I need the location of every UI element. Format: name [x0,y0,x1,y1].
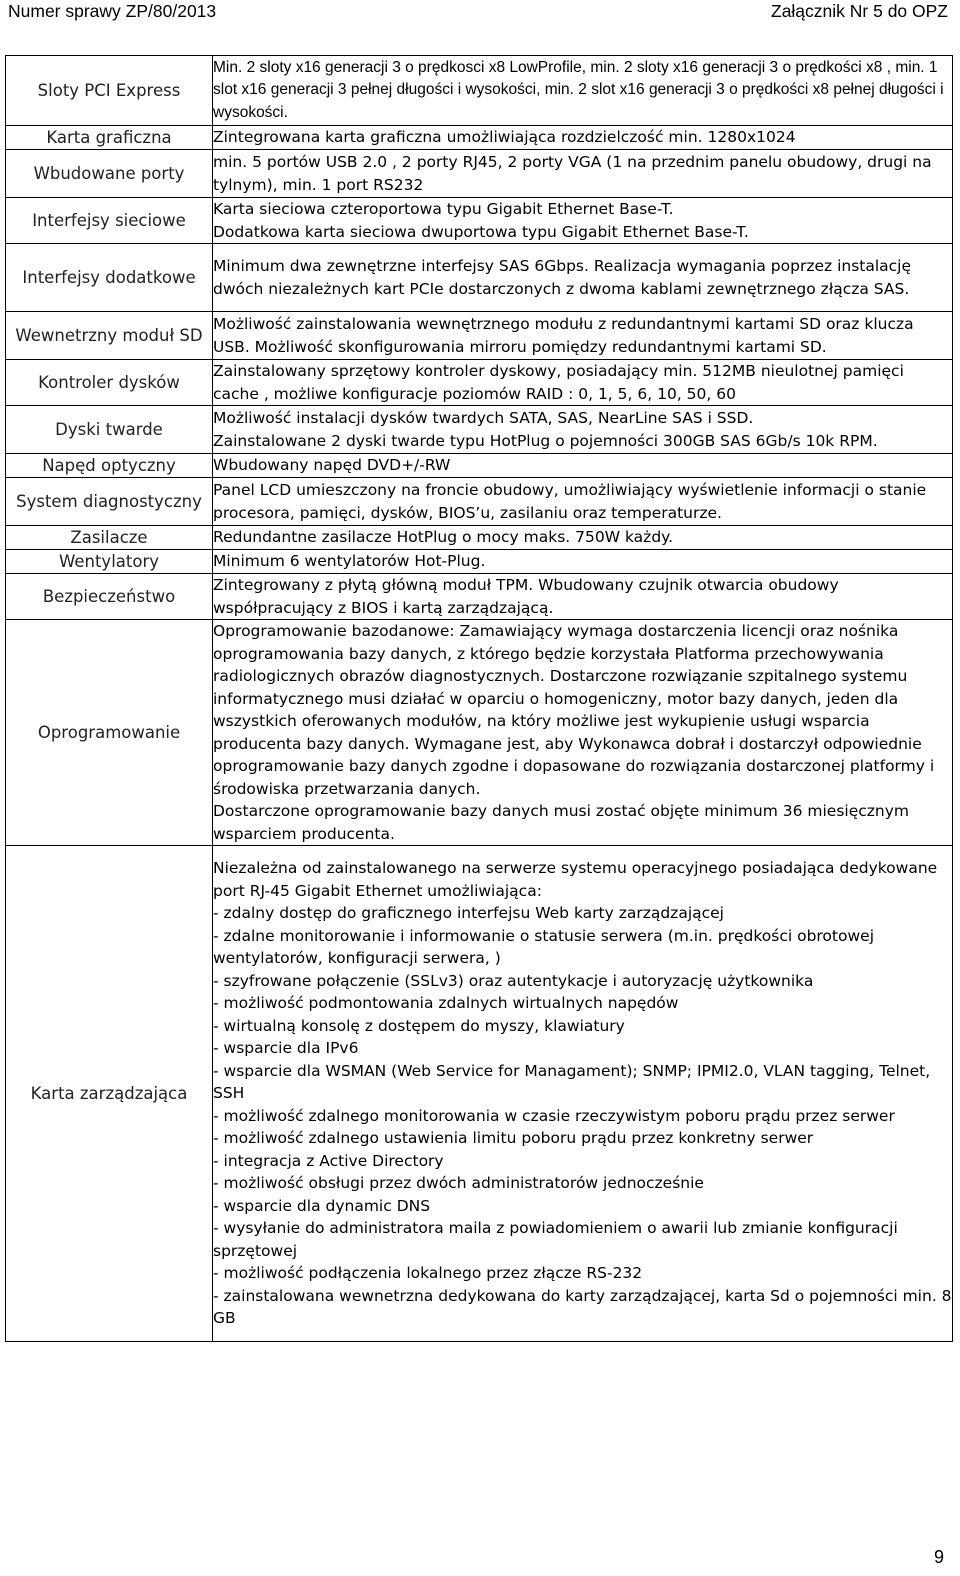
row-value: Zintegrowana karta graficzna umożliwiająca rozdzielczość min. 1280x1024 [213,126,953,150]
row-value: Możliwość instalacji dysków twardych SATA, SAS, NearLine SAS i SSD. Zainstalowane 2 dyski twarde typu HotPlug o pojemności 300GB SAS 6Gb/s 10k RPM. [213,406,953,454]
specification-table [5,55,953,1342]
table-row [6,56,953,126]
row-value: Redundantne zasilacze HotPlug o mocy maks. 750W każdy. [213,526,953,550]
row-value: Niezależna od zainstalowanego na serwerze systemu operacyjnego posiadająca dedykowane port RJ-45 Gigabit Ethernet umożliwiająca: - zdalny dostęp do graficznego interfejsu Web karty zarządzającej - zdalne monitorowanie i informowanie o statusie serwera (m.in. prędkości obrotowej wentylatorów, konfiguracji serwera, ) - szyfrowane połączenie (SSLv3) oraz autentykacje i autoryzację użytkownika - możliwość podmontowania zdalnych wirtualnych napędów - wirtualną konsolę z dostępem do myszy, klawiatury - wsparcie dla IPv6 - wsparcie dla WSMAN (Web Service for Managament); SNMP; IPMI2.0, VLAN tagging, Telnet, SSH - możliwość zdalnego monitorowania w czasie rzeczywistym poboru prądu przez serwer - możliwość zdalnego ustawienia limitu poboru prądu przez konkretny serwer - integracja z Active Directory - możliwość obsługi przez dwóch administratorów jednocześnie - wsparcie dla dynamic DNS - wysyłanie do administratora maila z powiadomieniem o awarii lub zmianie konfiguracji sprzętowej - możliwość podłączenia lokalnego przez złącze RS-232 - zainstalowana wewnetrzna dedykowana do karty zarządzającej, karta Sd o pojemności min. 8 GB [213,846,953,1342]
row-label: Zasilacze [6,526,213,550]
table-row [6,454,953,478]
row-label: Napęd optyczny [6,454,213,478]
table-row [6,574,953,620]
table-row [6,620,953,846]
table-row [6,244,953,312]
row-label: Sloty PCI Express [6,56,213,126]
row-label: Karta zarządzająca [6,846,213,1342]
row-label: Wentylatory [6,550,213,574]
attachment-label: Załącznik Nr 5 do OPZ [771,1,948,21]
row-value: Zainstalowany sprzętowy kontroler dyskowy, posiadający min. 512MB nieulotnej pamięci cache , możliwe konfiguracje poziomów RAID : 0, 1, 5, 6, 10, 50, 60 [213,360,953,406]
page-number: 9 [934,1547,945,1567]
table-row [6,478,953,526]
page-header [0,0,960,26]
row-label: Interfejsy dodatkowe [6,244,213,312]
row-label: System diagnostyczny [6,478,213,526]
row-label: Wewnetrzny moduł SD [6,312,213,360]
table-row [6,150,953,198]
table-row [6,526,953,550]
row-label: Bezpieczeństwo [6,574,213,620]
table-row [6,126,953,150]
row-label: Oprogramowanie [6,620,213,846]
row-value: Możliwość zainstalowania wewnętrznego modułu z redundantnymi kartami SD oraz klucza USB. Możliwość skonfigurowania mirroru pomiędzy redundantnymi kartami SD. [213,312,953,360]
table-row [6,198,953,244]
row-value: Karta sieciowa czteroportowa typu Gigabit Ethernet Base-T. Dodatkowa karta sieciowa dwuportowa typu Gigabit Ethernet Base-T. [213,198,953,244]
table-row [6,360,953,406]
row-value: Wbudowany napęd DVD+/-RW [213,454,953,478]
row-value: Panel LCD umieszczony na froncie obudowy, umożliwiający wyświetlenie informacji o stanie procesora, pamięci, dysków, BIOS’u, zasilaniu oraz temperaturze. [213,478,953,526]
row-value: Minimum 6 wentylatorów Hot-Plug. [213,550,953,574]
row-value: Min. 2 sloty x16 generacji 3 o prędkosci x8 LowProfile, min. 2 sloty x16 generacji 3 o prędkości x8 , min. 1 slot x16 generacji 3 pełnej długości i wysokości, min. 2 slot x16 generacji 3 o prędkości x8 pełnej długości i wysokości. [213,56,953,126]
table-row [6,846,953,1342]
row-value: Zintegrowany z płytą główną moduł TPM. Wbudowany czujnik otwarcia obudowy współpracujący z BIOS i kartą zarządzającą. [213,574,953,620]
case-number: Numer sprawy ZP/80/2013 [8,1,217,21]
row-label: Karta graficzna [6,126,213,150]
row-value: Oprogramowanie bazodanowe: Zamawiający wymaga dostarczenia licencji oraz nośnika oprogramowania bazy danych, z którego będzie korzystała Platforma przechowywania radiologicznych obrazów diagnostycznych. Dostarczone rozwiązanie szpitalnego systemu informatycznego musi działać w oparciu o homogeniczny, motor bazy danych, jeden dla wszystkich oferowanych modułów, na który możliwe jest wykupienie usługi wsparcia producenta bazy danych. Wymagane jest, aby Wykonawca dobrał i dostarczył odpowiednie oprogramowanie bazy danych zgodne i dopasowane do rozwiązania dostarczonej platformy i środowiska przetwarzania danych. Dostarczone oprogramowanie bazy danych musi zostać objęte minimum 36 miesięcznym wsparciem producenta. [213,620,953,846]
row-label: Kontroler dysków [6,360,213,406]
table-row [6,550,953,574]
table-row [6,406,953,454]
row-value: min. 5 portów USB 2.0 , 2 porty RJ45, 2 porty VGA (1 na przednim panelu obudowy, drugi na tylnym), min. 1 port RS232 [213,150,953,198]
table-row [6,312,953,360]
row-label: Dyski twarde [6,406,213,454]
row-value: Minimum dwa zewnętrzne interfejsy SAS 6Gbps. Realizacja wymagania poprzez instalację dwóch niezależnych kart PCIe dostarczonych z dwoma kablami zewnętrznego złącza SAS. [213,244,953,312]
row-label: Wbudowane porty [6,150,213,198]
row-label: Interfejsy sieciowe [6,198,213,244]
